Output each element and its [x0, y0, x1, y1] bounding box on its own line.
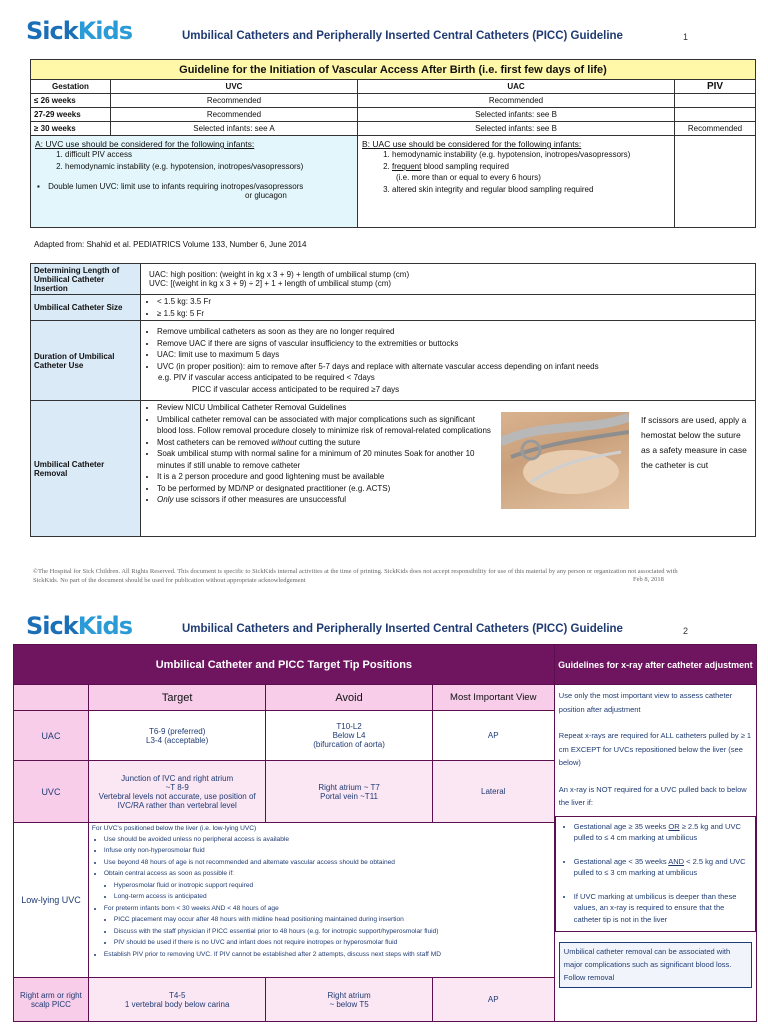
- section-b-list: [362, 149, 670, 195]
- scissors-note: If scissors are used, apply a hemostat below the suture as a safety measure in case the catheter is cut: [641, 415, 747, 470]
- list-item: • It is a 2 person procedure and good lightening must be available: [157, 471, 495, 483]
- list-item: 1. difficult PIV access: [65, 149, 353, 161]
- list-item: • Gestational age ≥ 35 weeks OR ≥ 2.5 kg and UVC pulled to ≤ 4 cm marking at umbilicus: [574, 821, 751, 844]
- section-a-list: [35, 149, 353, 172]
- list-item: • Infuse only non-hyperosmolar fluid: [104, 845, 551, 857]
- vascular-access-table: [30, 59, 756, 228]
- row-label-size: Umbilical Catheter Size: [31, 295, 141, 321]
- scissors-photo: [501, 412, 629, 509]
- empty-cell: [675, 136, 756, 228]
- row-label-picc: Right arm or right scalp PICC: [14, 978, 89, 1022]
- uvc-cell: Recommended: [111, 108, 358, 122]
- picc-view: AP: [432, 978, 554, 1022]
- gestation-cell: ≤ 26 weeks: [31, 94, 111, 108]
- list-item: • Establish PIV prior to removing UVC. If PIV cannot be established after 2 attempts, discuss next steps with staff MD: [104, 949, 551, 961]
- xray-criteria-box: [555, 816, 756, 933]
- xray-guidelines-head: Guidelines for x-ray after catheter adjustment: [554, 645, 756, 685]
- list-item: • ≥ 1.5 kg: 5 Fr: [157, 308, 752, 320]
- col-avoid: Avoid: [266, 685, 432, 711]
- row-label-uvc: UVC: [14, 761, 89, 823]
- gestation-cell: ≥ 30 weeks: [31, 122, 111, 136]
- row-label-removal: Umbilical Catheter Removal: [31, 401, 141, 537]
- catheter-size: [141, 295, 756, 321]
- list-item: • Soak umbilical stump with normal saline for a minimum of 20 minutes Soak for another 10 minutes if still unable to remove catheter: [157, 448, 495, 471]
- xray-p1: Use only the most important view to assess catheter position after adjustment: [558, 691, 733, 714]
- duration: [141, 321, 756, 401]
- list-item: • To be performed by MD/NP or designated practitioner (e.g. ACTS): [157, 483, 495, 495]
- row-label-duration: Duration of Umbilical Catheter Use: [31, 321, 141, 401]
- tip-positions-table: [13, 644, 757, 1022]
- list-item: • Umbilical catheter removal can be associated with major complications such as significant blood loss. Follow removal procedure closely to minimize risk of removal-related complications: [157, 414, 495, 437]
- uac-cell: Selected infants: see B: [358, 122, 675, 136]
- page-1-footer: ©The Hospital for Sick Children. All Rights Reserved. This document is specific to SickKids internal activities at the time of printing. SickKids does not accept responsibility for use of this material by any person or organization not associated with SickKids. No part of the document should be used for publication without appropriate acknowledgement: [33, 568, 678, 584]
- list-item: • Long-term access is anticipated: [114, 891, 551, 903]
- page-2-header-title: Umbilical Catheters and Peripherally Inserted Central Catheters (PICC) Guideline: [182, 623, 623, 635]
- uvc-avoid: Right atrium ~ T7 Portal vein ~T11: [266, 761, 432, 823]
- duration-sub1: e.g. PIV if vascular access anticipated to be required < 7days: [158, 373, 375, 382]
- list-item: • Obtain central access as soon as possible if:: [104, 868, 551, 880]
- picc-avoid: Right atrium ~ below T5: [266, 978, 432, 1022]
- umbilical-catheter-table: [30, 263, 756, 537]
- uac-view: AP: [432, 711, 554, 761]
- col-gestation: Gestation: [31, 80, 111, 94]
- row-label-uac: UAC: [14, 711, 89, 761]
- removal-warning-box: Umbilical catheter removal can be associated with major complications such as significant blood loss. Follow removal: [559, 942, 752, 988]
- double-lumen-note: ▪ Double lumen UVC: limit use to infants requiring inotropes/vasopressors: [37, 182, 304, 191]
- list-item: • For preterm infants born < 30 weeks AND < 48 hours of age: [104, 903, 551, 915]
- removal: [141, 401, 756, 537]
- section-b: [358, 136, 675, 228]
- uvc-cell: Selected infants: see A: [111, 122, 358, 136]
- list-item: • PICC placement may occur after 48 hours with midline head positioning maintained during insertion: [114, 914, 551, 926]
- list-item: • Most catheters can be removed without cutting the suture: [157, 437, 495, 449]
- empty-cell: [14, 685, 89, 711]
- uvc-cell: Recommended: [111, 94, 358, 108]
- list-item: • UAC: limit use to maximum 5 days: [157, 349, 752, 361]
- section-b-head: B: UAC use should be considered for the following infants:: [362, 139, 582, 149]
- section-a-head: A: UVC use should be considered for the following infants:: [35, 139, 255, 149]
- list-item: 1. hemodynamic instability (e.g. hypotension, inotropes/vasopressors): [392, 149, 670, 161]
- col-view: Most Important View: [432, 685, 554, 711]
- uac-target: T6-9 (preferred) L3-4 (acceptable): [88, 711, 266, 761]
- list-item: • Hyperosmolar fluid or inotropic support required: [114, 880, 551, 892]
- xray-guidelines: [554, 685, 756, 1022]
- col-target: Target: [88, 685, 266, 711]
- list-item: • < 1.5 kg: 3.5 Fr: [157, 296, 752, 308]
- footer-date: Feb 8, 2018: [633, 576, 664, 583]
- section-a: [31, 136, 358, 228]
- list-item: • UVC (in proper position): aim to remove after 5-7 days and replace with alternate vascular access depending on infant needs: [157, 361, 752, 373]
- list-item: • Discuss with the staff physician if PICC essential prior to 48 hours (e.g. for inotropic support/hyperosmolar fluid): [114, 926, 551, 938]
- row-label-length: Determining Length of Umbilical Catheter Insertion: [31, 264, 141, 295]
- sickkids-logo: SickKids: [26, 17, 132, 45]
- list-item: • If UVC marking at umbilicus is deeper than these values, an x-ray is required to ensure that the catheter tip is not in the liver: [574, 891, 751, 926]
- uvc-view: Lateral: [432, 761, 554, 823]
- list-item: 2. frequent blood sampling required (i.e. more than or equal to every 6 hours): [392, 161, 670, 184]
- list-item: • Remove umbilical catheters as soon as they are no longer required: [157, 326, 752, 338]
- adapted-from: Adapted from: Shahid et al. PEDIATRICS Volume 133, Number 6, June 2014: [34, 240, 307, 249]
- list-item: • Review NICU Umbilical Catheter Removal Guidelines: [157, 402, 495, 414]
- list-item: 2. hemodynamic instability (e.g. hypotension, inotropes/vasopressors): [65, 161, 353, 173]
- piv-cell: [675, 94, 756, 108]
- list-item: • Use should be avoided unless no peripheral access is available: [104, 834, 551, 846]
- list-item: • PIV should be used if there is no UVC and infant does not require inotropes or hyperosmolar fluid: [114, 937, 551, 949]
- tip-positions-title: Umbilical Catheter and PICC Target Tip Positions: [14, 645, 555, 685]
- row-label-low-lying-uvc: Low-lying UVC: [14, 823, 89, 978]
- col-uvc: UVC: [111, 80, 358, 94]
- page-1-header-title: Umbilical Catheters and Peripherally Inserted Central Catheters (PICC) Guideline: [182, 30, 623, 42]
- uvc-target: Junction of IVC and right atrium ~T 8-9 Vertebral levels not accurate, use position of IVC/RA rather than vertebral level: [88, 761, 266, 823]
- picc-target: T4-5 1 vertebral body below carina: [88, 978, 266, 1022]
- sickkids-logo: SickKids: [26, 612, 132, 640]
- col-uac: UAC: [358, 80, 675, 94]
- page-2: [0, 600, 768, 1024]
- xray-p3: An x-ray is NOT required for a UVC pulled back to below the liver if:: [558, 784, 747, 807]
- duration-sub2: PICC if vascular access anticipated to be required ≥7 days: [192, 384, 400, 394]
- list-item: 3. altered skin integrity and regular blood sampling required: [392, 184, 670, 196]
- xray-p2: Repeat x-rays are required for ALL catheters pulled by ≥ 1 cm EXCEPT for UVCs repositioned below the liver (see below): [558, 731, 752, 767]
- piv-cell: Recommended: [675, 122, 756, 136]
- list-item: • Gestational age < 35 weeks AND < 2.5 kg and UVC pulled to ≤ 3 cm marking at umbilicus: [574, 856, 751, 879]
- page-1-number: 1: [683, 32, 689, 42]
- list-item: • Use beyond 48 hours of age is not recommended and alternate vascular access should be obtained: [104, 857, 551, 869]
- list-item: • Only use scissors if other measures are unsuccessful: [157, 494, 495, 506]
- insertion-formula: UAC: high position: (weight in kg x 3 + 9) + length of umbilical stump (cm) UVC: [(weight in kg x 3 + 9) ÷ 2] + 1 + length of umbilical stump (cm): [141, 264, 756, 295]
- low-lying-uvc-guidance: [88, 823, 554, 978]
- low-lying-intro: For UVC's positioned below the liver (i.e. low-lying UVC): [91, 825, 257, 832]
- uac-cell: Recommended: [358, 94, 675, 108]
- page-2-number: 2: [683, 626, 689, 636]
- list-item: • Remove UAC if there are signs of vascular insufficiency to the extremities or buttocks: [157, 338, 752, 350]
- gestation-cell: 27-29 weeks: [31, 108, 111, 122]
- col-piv: PIV: [675, 80, 756, 94]
- uac-cell: Selected infants: see B: [358, 108, 675, 122]
- vascular-access-title: Guideline for the Initiation of Vascular Access After Birth (i.e. first few days of life): [31, 60, 756, 80]
- uac-avoid: T10-L2 Below L4 (bifurcation of aorta): [266, 711, 432, 761]
- double-lumen-note-cont: or glucagon: [245, 191, 287, 200]
- piv-cell: [675, 108, 756, 122]
